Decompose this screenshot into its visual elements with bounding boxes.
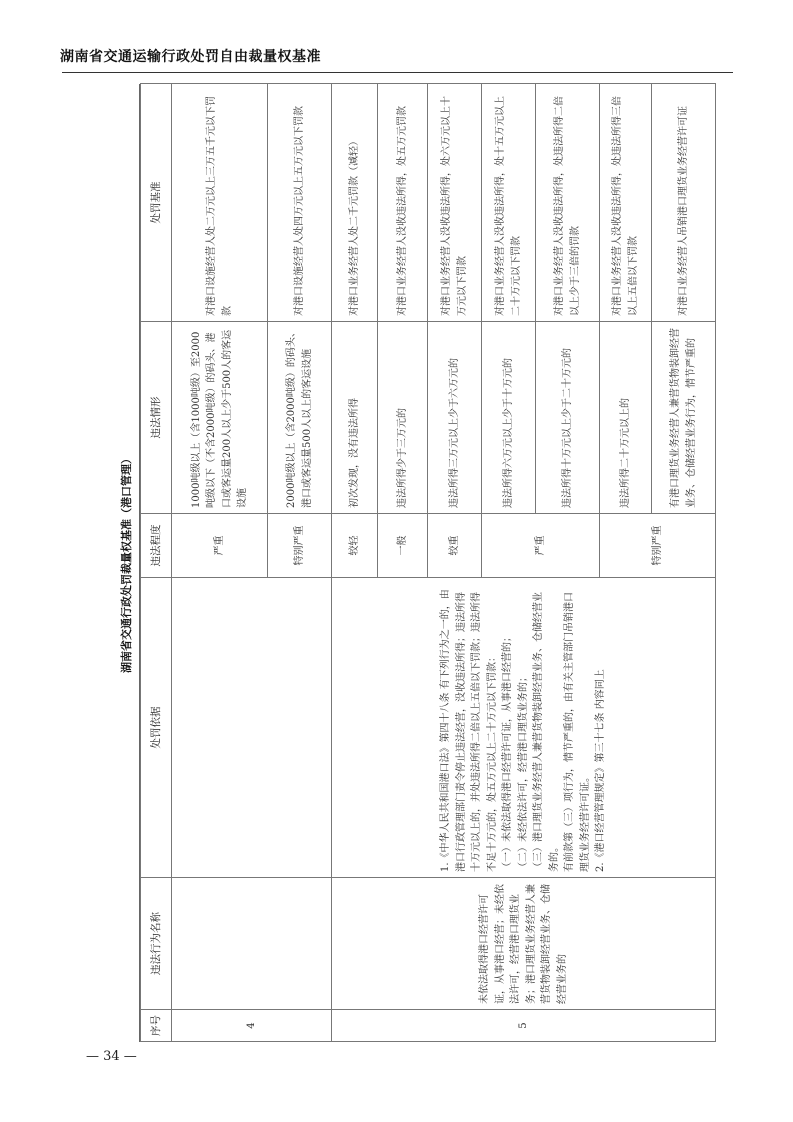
row5-circumstance-severe-b: 违法所得十万元以上少于二十万元的 <box>536 322 600 514</box>
row5-standard-minor: 对港口业务经营人处二千元罚款（减轻） <box>332 84 378 322</box>
rotated-table-wrapper <box>115 84 746 1042</box>
row4-circumstance-very-severe: 2000吨级以上（含2000吨级）的码头、港口或客运量500人以上的客运设施 <box>268 322 332 514</box>
row5-degree-very-severe: 特别严重 <box>600 514 716 578</box>
row4-circumstance-severe: 1000吨级以上（含1000吨级）至2000吨级以下（不含2000吨级）的码头、港口或客运量200人以上少于500人的客运设施 <box>172 322 268 514</box>
row5-standard-very-severe-b: 对港口业务经营人吊销港口理货业务经营许可证 <box>652 84 716 322</box>
col-header-circumstance: 违法情形 <box>141 322 172 514</box>
row5-circumstance-severe-a: 违法所得六万元以上少于十万元的 <box>482 322 536 514</box>
row4-degree-severe: 严重 <box>172 514 268 578</box>
table-row <box>332 84 378 1042</box>
row4-basis <box>172 578 332 878</box>
basis-line: （二）未经依法许可，经营港口理货业务的； <box>517 672 529 872</box>
row5-standard-severe-b: 对港口业务经营人没收违法所得，处违法所得二倍以上少于三倍的罚款 <box>536 84 600 322</box>
row4-degree-very-severe: 特别严重 <box>268 514 332 578</box>
basis-line: 1.《中华人民共和国港口法》第四十八条 有下列行为之一的，由港口行政管理部门责令停止违法经营，没收违法所得；违法所得十万元以上的，并处违法所得二倍以上五倍以下罚款；违法所得不足十万元的，处五万元以上二十万元以下罚款： <box>440 589 498 872</box>
penalty-standard-table <box>140 83 716 1042</box>
row4-name <box>172 878 332 1010</box>
row5-basis <box>332 578 716 878</box>
basis-line: （三）港口理货业务经营人兼营货物装卸经营业务、仓储经营业务的。 <box>533 592 560 872</box>
basis-line: （一）未依法取得港口经营许可证，从事港口经营的； <box>502 632 514 872</box>
col-header-seq: 序号 <box>141 1010 172 1042</box>
row5-circumstance-general: 违法所得少于三万元的 <box>378 322 428 514</box>
row5-standard-very-severe-a: 对港口业务经营人没收违法所得，处违法所得三倍以上五倍以下罚款 <box>600 84 652 322</box>
row5-name-text: 未依法取得港口经营许可证，从事港口经营；未经依法许可，经营港口理货业务；港口理货业务经营人兼营货物装卸经营业务、仓储经营业务的 <box>479 884 568 1004</box>
col-header-standard: 处罚基准 <box>141 84 172 322</box>
row5-standard-severe-a: 对港口业务经营人没收违法所得，处十五万元以上二十万元以下罚款 <box>482 84 536 322</box>
row5-standard-general: 对港口业务经营人没收违法所得，处五万元罚款 <box>378 84 428 322</box>
row5-circumstance-very-severe-b: 有港口理货业务经营人兼营货物装卸经营业务、仓储经营业务行为，情节严重的 <box>652 322 716 514</box>
table-row <box>172 84 268 1042</box>
col-header-basis: 处罚依据 <box>141 578 172 878</box>
row5-seq: 5 <box>332 1010 716 1042</box>
row4-standard-severe: 对港口设施经营人处二万元以上三万五千元以下罚款 <box>172 84 268 322</box>
row5-circumstance-minor: 初次发现，没有违法所得 <box>332 322 378 514</box>
row5-name <box>332 878 716 1010</box>
row5-circumstance-serious: 违法所得三万元以上少于六万元的 <box>428 322 482 514</box>
row5-circumstance-very-severe-a: 违法所得二十万元以上的 <box>600 322 652 514</box>
col-header-degree: 违法程度 <box>141 514 172 578</box>
table-header-row <box>141 84 172 1042</box>
basis-line: 2.《港口经营管理规定》第三十七条 内容同上 <box>595 669 607 872</box>
col-header-name: 违法行为名称 <box>141 878 172 1010</box>
row5-degree-severe: 严重 <box>482 514 600 578</box>
page-header: 湖南省交通运输行政处罚自由裁量权基准 <box>60 49 321 65</box>
row4-standard-very-severe: 对港口设施经营人处四万元以上五万元以下罚款 <box>268 84 332 322</box>
row5-degree-general: 一般 <box>378 514 428 578</box>
row5-standard-serious: 对港口业务经营人没收违法所得，处六万元以上十万元以下罚款 <box>428 84 482 322</box>
row5-degree-minor: 较轻 <box>332 514 378 578</box>
basis-line: 有前款第（三）项行为，情节严重的，由有关主管部门吊销港口理货业务经营许可证。 <box>564 592 591 872</box>
table-title: 湖南省交通行政处罚裁量权基准（港口管理） <box>115 84 140 1042</box>
header-rule <box>62 72 733 73</box>
row5-degree-serious: 较重 <box>428 514 482 578</box>
row4-seq: 4 <box>172 1010 332 1042</box>
page-number: — 34 — <box>86 1049 137 1064</box>
